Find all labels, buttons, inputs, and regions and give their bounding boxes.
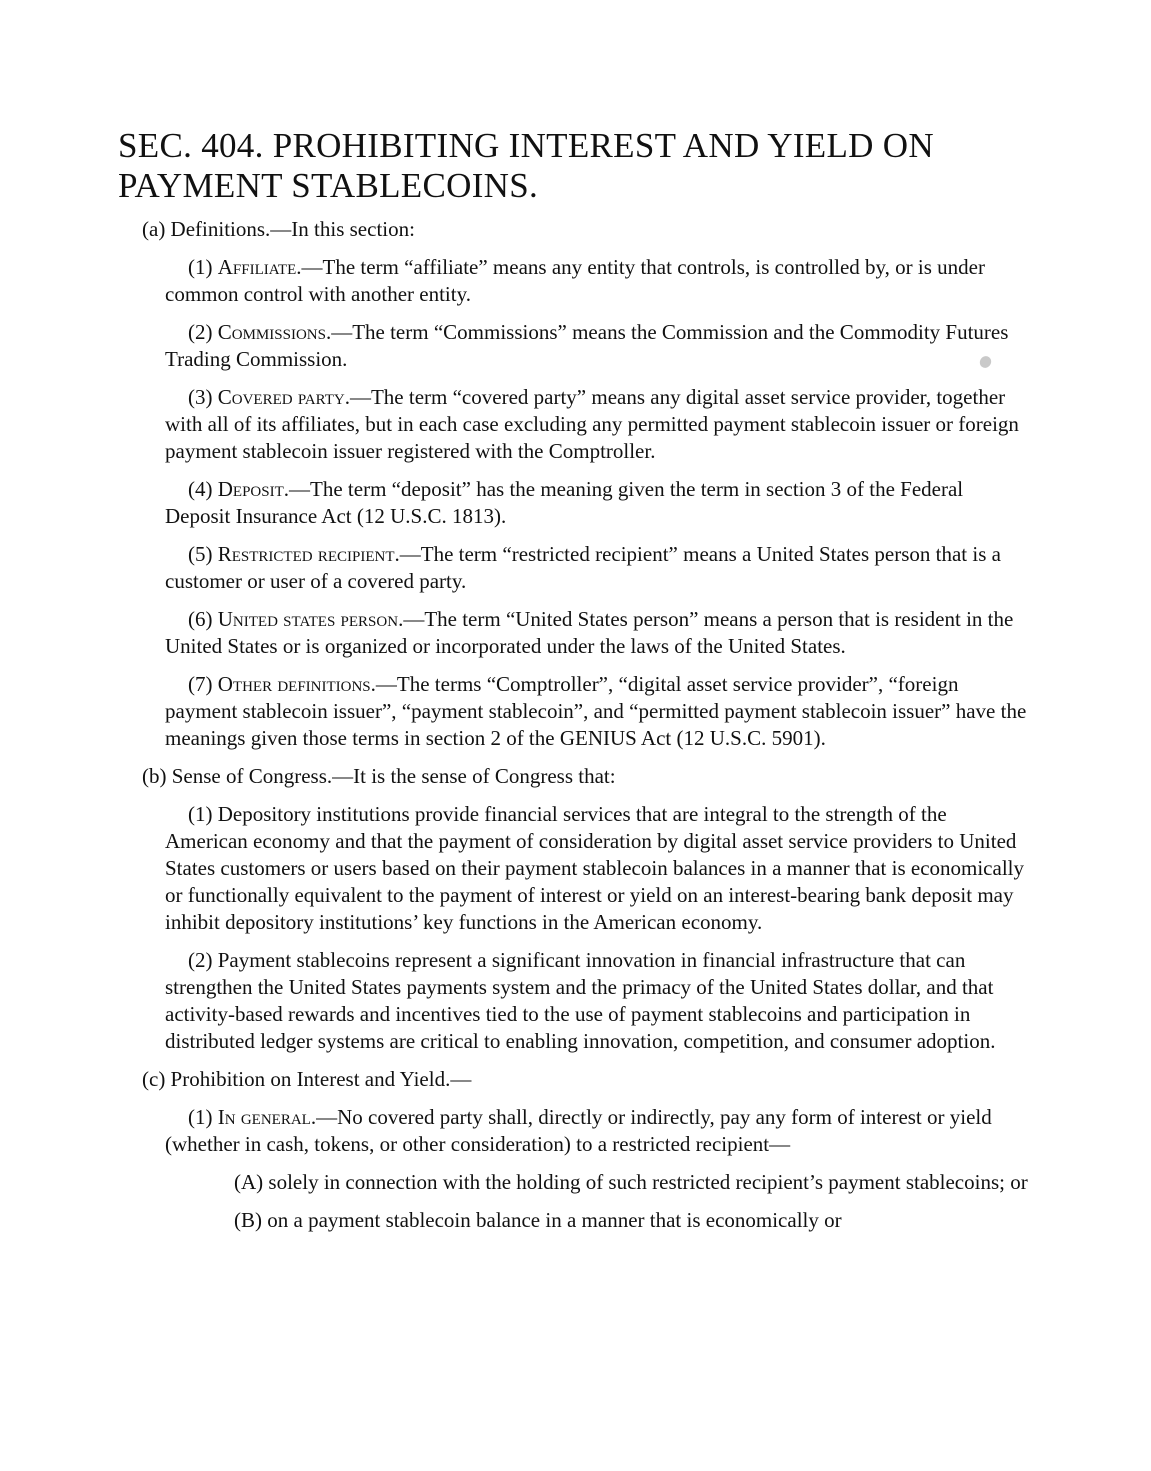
definition-text: .—The term “affiliate” means any entity that controls, is controlled by, or is under common control with another entity.: [165, 255, 985, 306]
definition-covered-party: [118, 384, 1028, 465]
defined-term: United states person: [217, 607, 399, 631]
sense-of-congress-1: [118, 801, 1028, 936]
item-number: (3): [188, 385, 218, 409]
defined-term: Other definitions: [217, 672, 371, 696]
definition-text: .—The term “United States person” means a person that is resident in the United States or is organized or incorporated under the laws of the United States.: [165, 607, 1014, 658]
item-number: (1): [188, 1105, 218, 1129]
definition-text: .—The term “deposit” has the meaning given the term in section 3 of the Federal Deposit Insurance Act (12 U.S.C. 1813).: [165, 477, 964, 528]
definition-text: .—The term “covered party” means any digital asset service provider, together with all of its affiliates, but in each case excluding any permitted payment stablecoin issuer or foreign payment stablecoin issuer registered with the Comptroller.: [165, 385, 1019, 463]
section-c-heading: (c) Prohibition on Interest and Yield.—: [142, 1067, 472, 1091]
subparagraph-a: [118, 1169, 1028, 1196]
definition-other-definitions: [118, 671, 1028, 752]
defined-term: Restricted recipient: [217, 542, 395, 566]
subparagraph-text: (B) on a payment stablecoin balance in a manner that is economically or: [234, 1208, 842, 1232]
definition-united-states-person: [118, 606, 1028, 660]
item-number: (1): [188, 255, 218, 279]
defined-term: Deposit: [217, 477, 284, 501]
subparagraph-text: (A) solely in connection with the holding of such restricted recipient’s payment stablecoins; or: [234, 1170, 1028, 1194]
item-number: (4): [188, 477, 218, 501]
definition-commissions: [118, 319, 1028, 373]
section-b-heading: (b) Sense of Congress.—It is the sense of Congress that:: [142, 764, 616, 788]
definition-deposit: [118, 476, 1028, 530]
definition-affiliate: [118, 254, 1028, 308]
page-title: SEC. 404. PROHIBITING INTEREST AND YIELD ON PAYMENT STABLECOINS.: [118, 126, 934, 205]
defined-term: Covered party: [217, 385, 345, 409]
item-number: (6): [188, 607, 218, 631]
item-number: (7): [188, 672, 218, 696]
definition-text: .—The term “restricted recipient” means a United States person that is a customer or user of a covered party.: [165, 542, 1001, 593]
item-number: (2): [188, 320, 218, 344]
defined-term: Affiliate: [217, 255, 297, 279]
item-number: (5): [188, 542, 218, 566]
definition-restricted-recipient: [118, 541, 1028, 595]
paragraph-text: .—No covered party shall, directly or indirectly, pay any form of interest or yield (whether in cash, tokens, or other consideration) to a restricted recipient—: [165, 1105, 992, 1156]
sense-of-congress-2: [118, 947, 1028, 1055]
definition-text: .—The terms “Comptroller”, “digital asset service provider”, “foreign payment stablecoin issuer”, “payment stablecoin”, and “permitted payment stablecoin issuer” have the meanings given those terms in section 2 of the GENIUS Act (12 U.S.C. 5901).: [165, 672, 1027, 750]
subparagraph-b: [118, 1207, 1028, 1234]
prohibition-in-general: [118, 1104, 1028, 1158]
section-a-heading: (a) Definitions.—In this section:: [142, 217, 415, 241]
paragraph-text: (1) Depository institutions provide financial services that are integral to the strength of the American economy and that the payment of consideration by digital asset service providers to United States customers or users based on their payment stablecoin balances in a manner that is economically or functionally equivalent to the payment of interest or yield on an interest-bearing bank deposit may inhibit depository institutions’ key functions in the American economy.: [165, 802, 1024, 934]
paragraph-text: (2) Payment stablecoins represent a significant innovation in financial infrastructure that can strengthen the United States payments system and the primacy of the United States dollar, and that activity-based rewards and incentives tied to the use of payment stablecoins and participation in distributed ledger systems are critical to enabling innovation, competition, and consumer adoption.: [165, 948, 996, 1053]
defined-term: Commissions: [217, 320, 326, 344]
defined-term: In general: [217, 1105, 311, 1129]
document-body: [118, 216, 1028, 1245]
definition-text: .—The term “Commissions” means the Commission and the Commodity Futures Trading Commission.: [165, 320, 1009, 371]
